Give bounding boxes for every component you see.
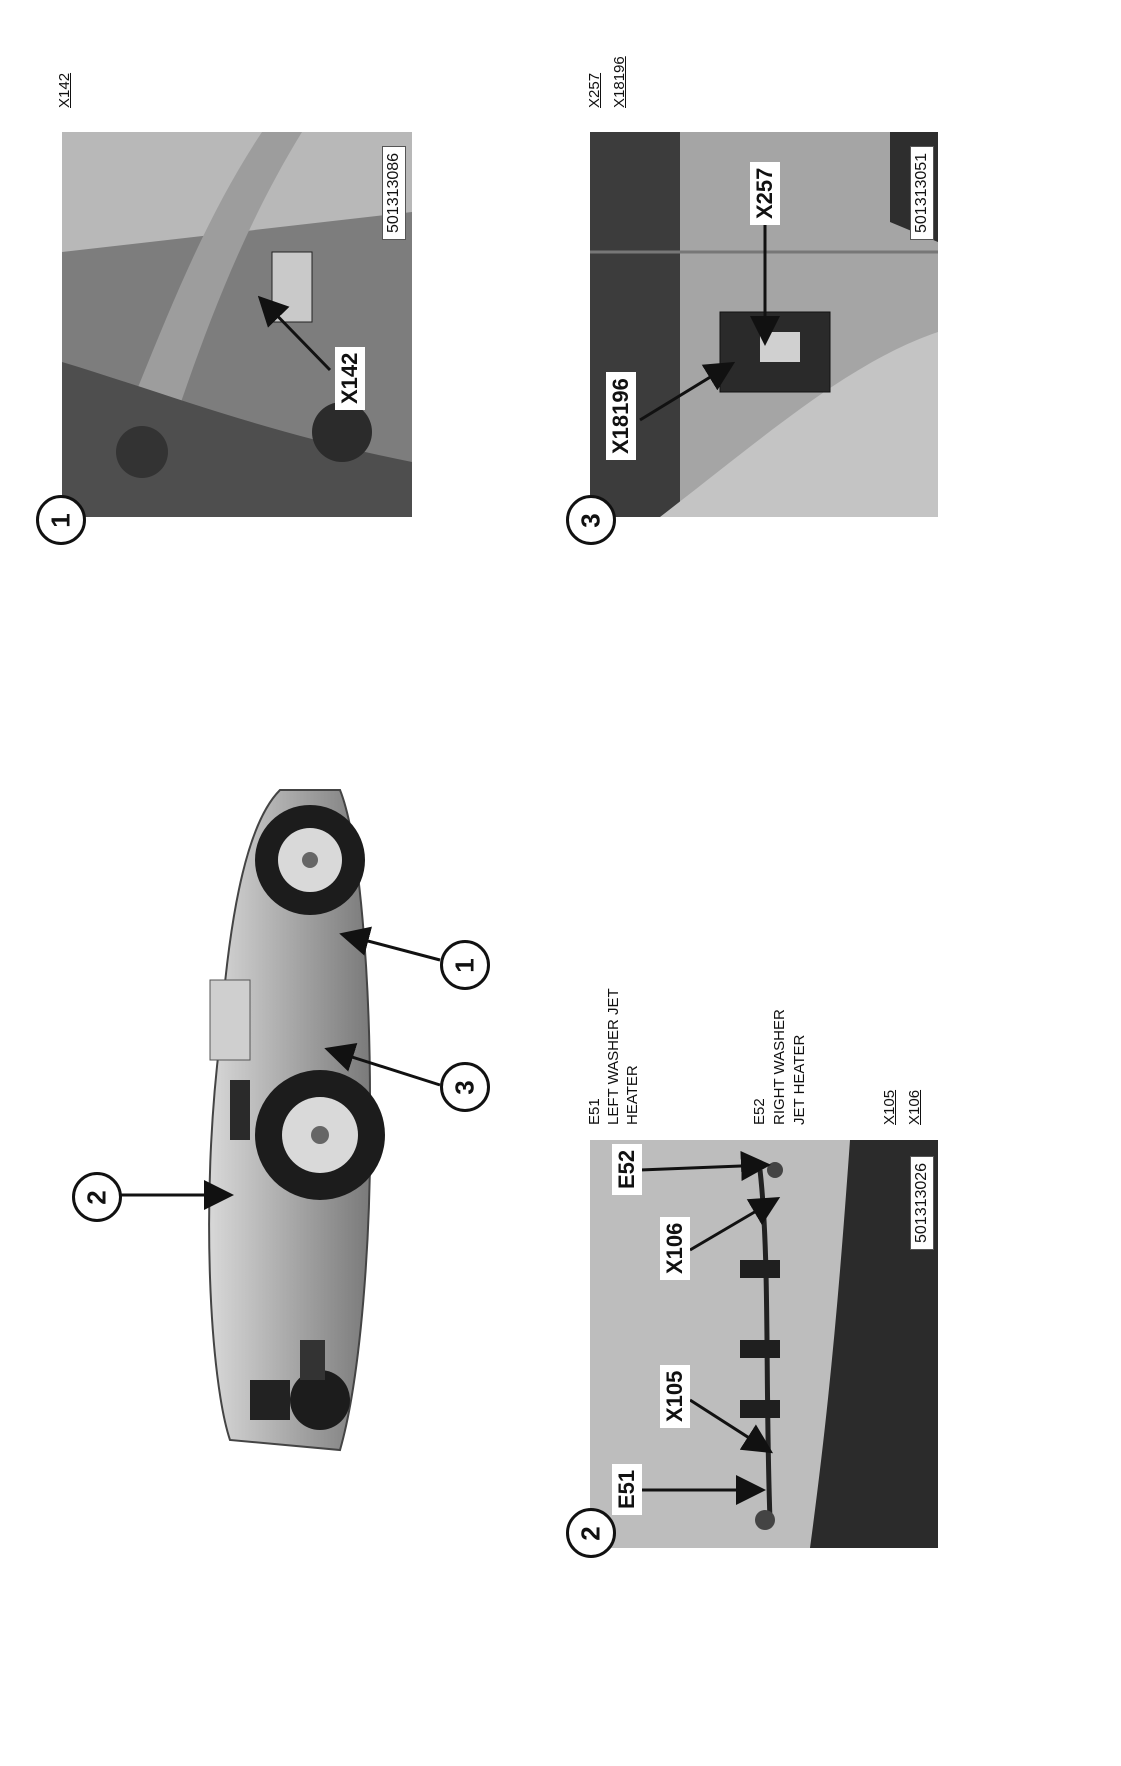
view-1-photo-ref: 501313086 [382,146,406,240]
view-2-callout-e51: E51 [612,1464,642,1515]
overview-marker-3: 3 [440,1062,490,1112]
view-2-label-x106: X106 [906,1089,923,1125]
view-2-label-e52-code: E52 [751,1098,768,1125]
view-2-label-e52-desc-1: RIGHT WASHER [771,1009,788,1125]
view-2-callout-x105: X105 [660,1365,690,1428]
view-3-side-label-x257: X257 [586,72,603,108]
view-1-side-label-x142: X142 [56,72,73,108]
view-1-number-badge: 1 [36,495,86,545]
view-2-callout-e52: E52 [612,1144,642,1195]
view-3-number-badge: 3 [566,495,616,545]
view-1-callout-x142: X142 [335,347,365,410]
view-3-callout-x18196: X18196 [606,372,636,460]
view-2-label-x105: X105 [881,1089,898,1125]
view-2-label-e51-desc-1: LEFT WASHER JET [605,988,622,1125]
overview-marker-2: 2 [72,1172,122,1222]
overview-marker-1: 1 [440,940,490,990]
view-3-callout-x257: X257 [750,162,780,225]
view-2-photo-ref: 501313026 [910,1156,934,1250]
view-2-label-e51-desc-2: HEATER [624,1065,641,1125]
view-2-number-badge: 2 [566,1508,616,1558]
view-3-photo-ref: 501313051 [910,146,934,240]
view-2-callout-x106: X106 [660,1217,690,1280]
view-2-label-e51-code: E51 [586,1098,603,1125]
view-2-label-e52-desc-2: JET HEATER [791,1034,808,1125]
view-3-side-label-x18196: X18196 [611,56,628,108]
